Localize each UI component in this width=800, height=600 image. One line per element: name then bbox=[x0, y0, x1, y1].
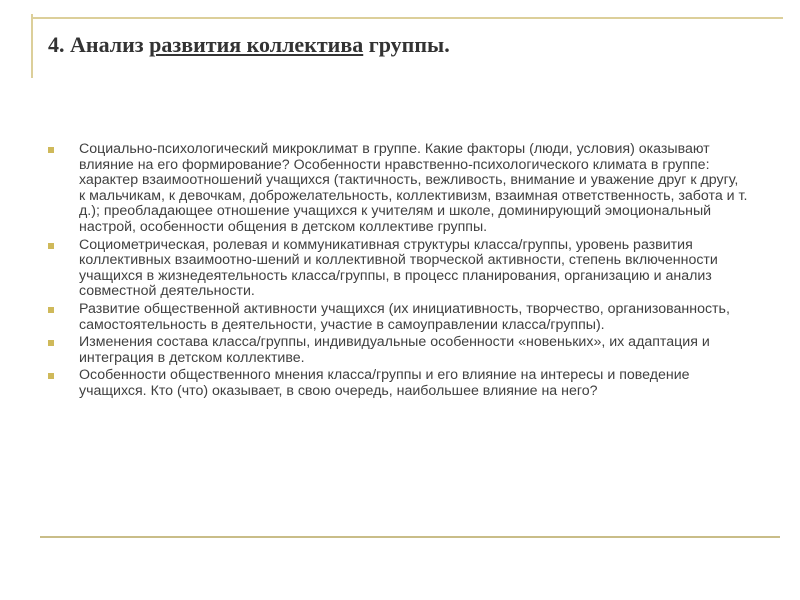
list-item-text: Развитие общественной активности учащихся (их инициативность, творчество, организованность, самостоятельность в деятельности, участие в самоуправлении класса/группы). bbox=[79, 300, 730, 333]
title-part-1: 4. Анализ bbox=[48, 32, 150, 57]
list-item bbox=[48, 302, 748, 333]
decorative-bottom-line bbox=[40, 536, 780, 538]
list-item bbox=[48, 335, 748, 366]
bullet-icon bbox=[48, 147, 54, 153]
list-item bbox=[48, 238, 748, 300]
title-part-3: группы. bbox=[363, 32, 450, 57]
list-item-text: Социально-психологический микроклимат в группе. Какие факторы (люди, условия) оказывают влияние на его формирование? Особенности нравственно-психологического климата в группе: характер взаимоотношений учащихся (тактичность, вежливость, внимание и уважение друг к другу, к мальчикам, к девочкам, доброжелательность, коллективизм, взаимная ответственность, забота и т. д.); преобладающее отношение учащихся к учителям и школе, доминирующий эмоциональный настрой, особенности общения в детском коллективе группы. bbox=[79, 141, 748, 235]
list-item-text: Особенности общественного мнения класса/группы и его влияние на интересы и поведение учащихся. Кто (что) оказывает, в свою очередь, наибольшее влияние на него? bbox=[79, 367, 690, 399]
title-part-2-underlined: развития коллектива bbox=[149, 32, 364, 57]
bullet-icon bbox=[48, 340, 54, 346]
slide-title bbox=[48, 32, 450, 58]
decorative-top-line bbox=[31, 17, 783, 19]
list-item bbox=[48, 368, 748, 399]
decorative-vertical-line bbox=[31, 14, 33, 78]
bullet-list bbox=[48, 142, 748, 402]
list-item-text: Изменения состава класса/группы, индивидуальные особенности «новеньких», их адаптация и интеграция в детском коллективе. bbox=[79, 334, 710, 366]
bullet-icon bbox=[48, 373, 54, 379]
bullet-icon bbox=[48, 243, 54, 249]
list-item bbox=[48, 142, 748, 236]
list-item-text: Социометрическая, ролевая и коммуникативная структуры класса/группы, уровень развития коллективных взаимоотно-шений и коллективной творческой активности, степень включенности учащихся в жизнедеятельность класса/группы, в процесс планирования, организацию и анализ совместной деятельности. bbox=[79, 236, 718, 300]
bullet-icon bbox=[48, 307, 54, 313]
